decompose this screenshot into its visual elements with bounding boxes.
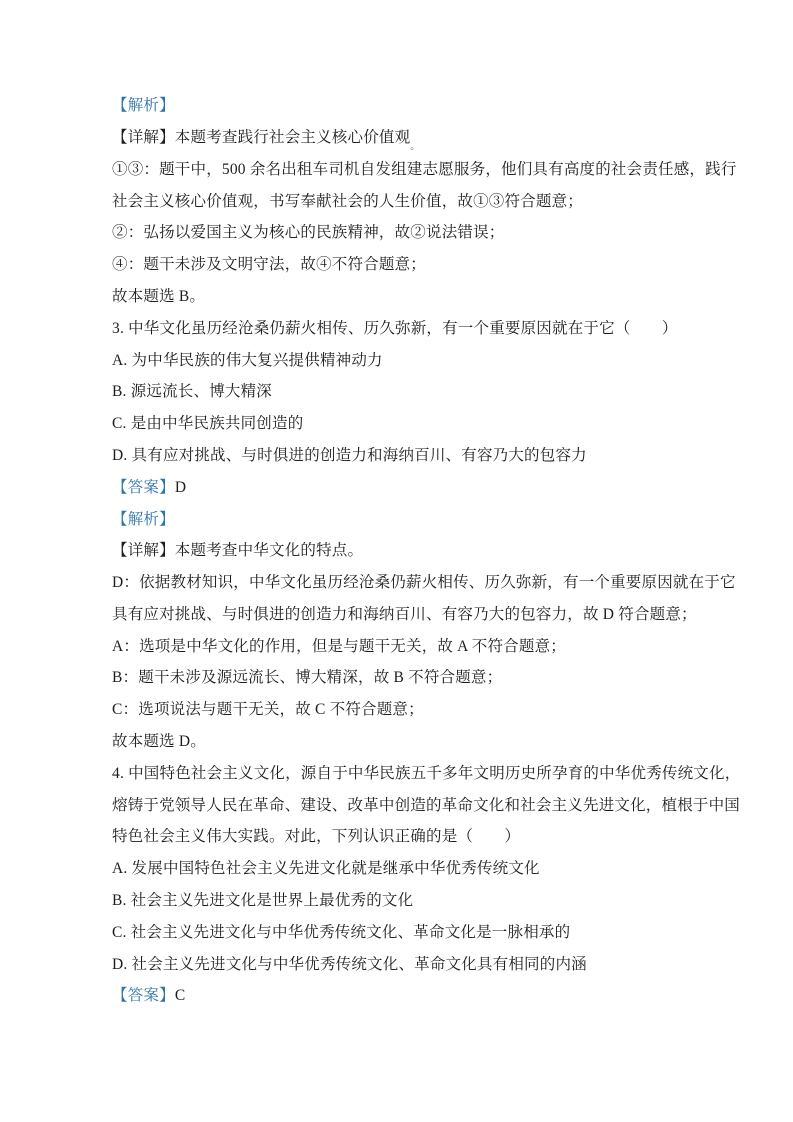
q3-point-d-line-2-text: 具有应对挑战、与时俱进的创造力和海纳百川、有容乃大的包容力，故 D 符合题意；: [112, 605, 697, 623]
q2-conclusion: [112, 281, 686, 313]
q3-answer: [112, 472, 686, 504]
q2-point-1-3-line-1-text: ①③：题干中，500 余名出租车司机自发组建志愿服务，他们具有高度的社会责任感，践行: [112, 160, 737, 178]
q3-option-d: [112, 440, 686, 472]
q4-answer-text: C: [174, 987, 186, 1005]
q4-option-a-text: A. 发展中国特色社会主义先进文化就是继承中华优秀传统文化: [112, 860, 540, 878]
question-3-stem-text: 3. 中华文化虽历经沧桑仍薪火相传、历久弥新，有一个重要原因就在于它（ ）: [112, 319, 678, 337]
question-4-stem-line-1-text: 4. 中国特色社会主义文化，源自于中华民族五千多年文明历史所孕育的中华优秀传统文化，: [112, 764, 741, 782]
q4-option-a: [112, 853, 686, 885]
q3-answer-text: 【答案】: [112, 478, 175, 496]
q3-point-c: [112, 694, 686, 726]
q4-answer-text: 【答案】: [112, 987, 175, 1005]
q3-option-b-text: B. 源远流长、博大精深: [112, 383, 272, 401]
q4-answer: [112, 980, 686, 1012]
question-4-stem-line-3: [112, 821, 686, 853]
detail-q3: [112, 535, 686, 567]
q3-option-c-text: C. 是由中华民族共同创造的: [112, 415, 304, 433]
q4-option-b: [112, 885, 686, 917]
q3-option-d-text: D. 具有应对挑战、与时俱进的创造力和海纳百川、有容乃大的包容力: [112, 446, 587, 464]
q2-point-4: [112, 249, 686, 281]
q3-point-d-line-1: [112, 567, 736, 599]
detail-q2: [112, 122, 686, 154]
analysis-label-q3: [112, 503, 686, 535]
q3-point-d-line-1-text: D：依据教材知识，中华文化虽历经沧桑仍薪火相传、历久弥新，有一个重要原因就在于它: [112, 574, 736, 592]
question-4-stem-line-3-text: 特色社会主义伟大实践。对此，下列认识正确的是（ ）: [112, 828, 521, 846]
q3-conclusion: [112, 726, 686, 758]
q3-point-b: [112, 662, 686, 694]
q4-option-d: [112, 949, 686, 981]
q4-option-c: [112, 917, 686, 949]
document-text-block: [112, 90, 741, 1012]
q3-point-b-text: B：题干未涉及源远流长、博大精深，故 B 不符合题意；: [112, 669, 503, 687]
q3-answer-text: D: [174, 478, 187, 496]
q3-point-c-text: C：选项说法与题干无关，故 C 不符合题意；: [112, 701, 424, 719]
analysis-label-q2: [112, 90, 686, 122]
q3-point-a: [112, 631, 686, 663]
question-4-stem-line-2-text: 熔铸于党领导人民在革命、建设、改革中创造的革命文化和社会主义先进文化，植根于中国: [112, 796, 741, 814]
q2-point-1-3-line-1: [112, 154, 737, 186]
analysis-label-q3-text: 【解析】: [112, 510, 175, 528]
question-4-stem-line-2: [112, 790, 741, 822]
q4-option-b-text: B. 社会主义先进文化是世界上最优秀的文化: [112, 892, 414, 910]
analysis-label-q2-text: 【解析】: [112, 97, 175, 115]
q3-option-c: [112, 408, 686, 440]
q3-option-b: [112, 376, 686, 408]
q2-point-2: [112, 217, 686, 249]
q2-point-2-text: ②：弘扬以爱国主义为核心的民族精神，故②说法错误；: [112, 224, 505, 242]
q2-point-1-3-line-2: [112, 185, 686, 217]
q4-option-d-text: D. 社会主义先进文化与中华优秀传统文化、革命文化具有相同的内涵: [112, 955, 587, 973]
q3-point-a-text: A：选项是中华文化的作用，但是与题干无关，故 A 不符合题意；: [112, 637, 566, 655]
detail-q3-text: 【详解】本题考查中华文化的特点。: [112, 542, 364, 560]
q2-conclusion-text: 故本题选 B。: [112, 287, 206, 305]
q3-point-d-line-2: [112, 599, 697, 631]
q2-point-4-text: ④：题干未涉及文明守法，故④不符合题意；: [112, 256, 427, 274]
q3-option-a-text: A. 为中华民族的伟大复兴提供精神动力: [112, 351, 383, 369]
detail-q2-text: 【详解】本题考查践行社会主义核心价值观: [112, 128, 411, 146]
q2-point-1-3-line-2-text: 社会主义核心价值观，书写奉献社会的人生价值，故①③符合题意；: [112, 192, 584, 210]
q4-option-c-text: C. 社会主义先进文化与中华优秀传统文化、革命文化是一脉相承的: [112, 923, 571, 941]
question-3-stem: [112, 313, 686, 345]
q3-conclusion-text: 故本题选 D。: [112, 733, 206, 751]
detail-q2-text: 。: [410, 140, 420, 151]
question-4-stem-line-1: [112, 758, 741, 790]
q3-option-a: [112, 344, 686, 376]
